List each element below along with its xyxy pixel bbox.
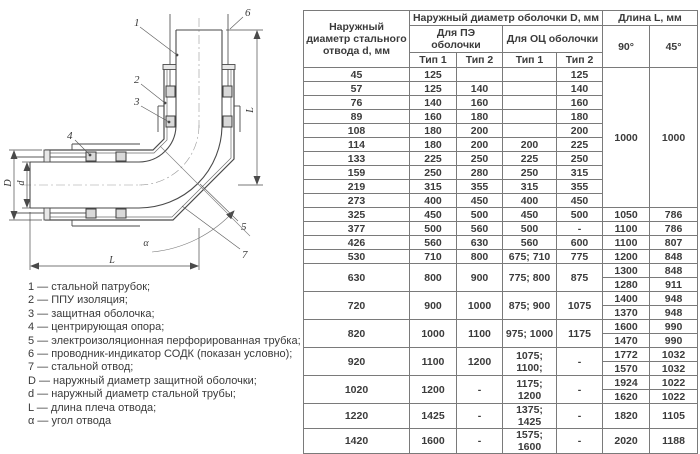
dim-label-d: d — [16, 180, 27, 186]
table-row — [304, 320, 698, 334]
cell-oc-type2: 1075 — [557, 292, 603, 320]
cell-steel-d: 820 — [304, 320, 410, 348]
cell-pe-type2: 200 — [457, 138, 503, 152]
cell-steel-d: 108 — [304, 124, 410, 138]
dim-label-L-right: L — [245, 107, 256, 113]
callout-4: 4 — [67, 130, 73, 142]
cell-length-45: 1022 — [650, 390, 698, 404]
cell-length-90: 1100 — [603, 236, 650, 250]
cell-oc-type2: - — [557, 404, 603, 429]
cell-oc-type2: 1175 — [557, 320, 603, 348]
cell-pe-type2: 250 — [457, 152, 503, 166]
cell-length-45: 848 — [650, 250, 698, 264]
table-row — [304, 222, 698, 236]
cell-pe-type1: 250 — [410, 166, 457, 180]
cell-oc-type1: 400 — [503, 194, 557, 208]
cell-length-45: 1022 — [650, 376, 698, 390]
header-casing-diameter-group: Наружный диаметр оболочки D, мм — [410, 11, 603, 26]
cell-pe-type2: 900 — [457, 264, 503, 292]
cell-oc-type2: 250 — [557, 152, 603, 166]
cell-length-45: 1188 — [650, 429, 698, 454]
casing-end-caps — [44, 65, 235, 221]
cell-length-90: 1772 — [603, 348, 650, 362]
cell-pe-type1: 140 — [410, 96, 457, 110]
cell-pe-type2: 160 — [457, 96, 503, 110]
table-header — [304, 11, 698, 68]
header-length-group: Длина L, мм — [603, 11, 698, 26]
cell-oc-type1: 1175; 1200 — [503, 376, 557, 404]
casing-inner-wall — [45, 68, 231, 217]
cell-oc-type2: - — [557, 222, 603, 236]
cell-length-90: 1820 — [603, 404, 650, 429]
cell-pe-type1: 1425 — [410, 404, 457, 429]
dimensions-table — [303, 10, 698, 454]
cell-steel-d: 530 — [304, 250, 410, 264]
cell-pe-type2: - — [457, 429, 503, 454]
legend-item: L — длина плеча отвода; — [28, 401, 157, 414]
cell-pe-type1: 1000 — [410, 320, 457, 348]
cell-pe-type2: 450 — [457, 194, 503, 208]
cell-pe-type2: 560 — [457, 222, 503, 236]
cell-pe-type2: 200 — [457, 124, 503, 138]
cell-oc-type1: 250 — [503, 166, 557, 180]
cell-oc-type1: 560 — [503, 236, 557, 250]
table-row — [304, 404, 698, 429]
cell-pe-type2: 1100 — [457, 320, 503, 348]
legend-item: 7 — стальной отвод; — [28, 361, 134, 374]
cell-length-90: 1470 — [603, 334, 650, 348]
cell-oc-type1: 200 — [503, 138, 557, 152]
legend-item: d — наружный диаметр стальной трубы; — [28, 388, 236, 401]
elbow-technical-drawing — [0, 0, 302, 278]
legend-item: 3 — защитная оболочка; — [28, 307, 155, 320]
header-45deg: 45° — [650, 26, 698, 68]
header-oc-casing: Для ОЦ оболочки — [503, 26, 603, 53]
cell-steel-d: 920 — [304, 348, 410, 376]
cell-oc-type1: 315 — [503, 180, 557, 194]
cell-pe-type1: 125 — [410, 68, 457, 82]
cell-pe-type1: 900 — [410, 292, 457, 320]
cell-pe-type1: 560 — [410, 236, 457, 250]
legend-item: α — угол отвода — [28, 415, 112, 428]
cell-pe-type2: 800 — [457, 250, 503, 264]
cell-steel-d: 45 — [304, 68, 410, 82]
cell-pe-type1: 1200 — [410, 376, 457, 404]
dim-label-alpha: α — [143, 238, 149, 249]
table-row — [304, 376, 698, 390]
cell-length-45: 786 — [650, 208, 698, 222]
cell-pe-type2: 630 — [457, 236, 503, 250]
left-pane — [0, 0, 302, 432]
cell-oc-type1: 775; 800 — [503, 264, 557, 292]
cell-steel-d: 1420 — [304, 429, 410, 454]
cell-oc-type1: 675; 710 — [503, 250, 557, 264]
cell-length-90: 1570 — [603, 362, 650, 376]
cell-length-90: 1100 — [603, 222, 650, 236]
cell-pe-type2: 140 — [457, 82, 503, 96]
cell-oc-type2: 140 — [557, 82, 603, 96]
cell-length-90: 1280 — [603, 278, 650, 292]
header-oc-type2: Тип 2 — [557, 53, 603, 68]
cell-oc-type2: 875 — [557, 264, 603, 292]
legend-item: 2 — ППУ изоляция; — [28, 294, 128, 307]
table-row — [304, 348, 698, 362]
header-oc-type1: Тип 1 — [503, 53, 557, 68]
cell-length-90: 1200 — [603, 250, 650, 264]
cell-length-90: 1050 — [603, 208, 650, 222]
cell-oc-type1 — [503, 96, 557, 110]
cell-length-45: 990 — [650, 320, 698, 334]
cell-steel-d: 1220 — [304, 404, 410, 429]
cell-pe-type2: 500 — [457, 208, 503, 222]
cell-steel-d: 114 — [304, 138, 410, 152]
cell-pe-type2: - — [457, 376, 503, 404]
cell-pe-type2: 1000 — [457, 292, 503, 320]
callout-7: 7 — [242, 249, 248, 261]
cell-oc-type1 — [503, 68, 557, 82]
legend-item: 4 — центрирующая опора; — [28, 321, 165, 334]
sodk-wires — [16, 14, 228, 213]
legend-item: 5 — электроизоляционная перфорированная трубка; — [28, 334, 301, 347]
header-pe-type1: Тип 1 — [410, 53, 457, 68]
dim-label-L-bottom: L — [109, 255, 115, 266]
cell-length-90: 1400 — [603, 292, 650, 306]
cell-pe-type1: 400 — [410, 194, 457, 208]
cell-length-90: 1620 — [603, 390, 650, 404]
cell-pe-type1: 180 — [410, 124, 457, 138]
table-row — [304, 292, 698, 306]
cell-length-45: 911 — [650, 278, 698, 292]
cell-pe-type2 — [457, 68, 503, 82]
cell-length-45: 848 — [650, 264, 698, 278]
legend-item: 1 — стальной патрубок; — [28, 281, 151, 293]
legend-item: D — наружный диаметр защитной оболочки; — [28, 374, 257, 387]
cell-steel-d: 219 — [304, 180, 410, 194]
callout-leaders — [75, 17, 243, 249]
cell-oc-type2: 315 — [557, 166, 603, 180]
cell-oc-type2: - — [557, 376, 603, 404]
cell-oc-type2: 775 — [557, 250, 603, 264]
cell-length-45: 990 — [650, 334, 698, 348]
cell-oc-type2: 225 — [557, 138, 603, 152]
cell-pe-type2: 1200 — [457, 348, 503, 376]
cell-length-90: 1600 — [603, 320, 650, 334]
table-body — [304, 68, 698, 454]
cell-oc-type2: 200 — [557, 124, 603, 138]
cell-oc-type2: 500 — [557, 208, 603, 222]
cell-length-45: 1032 — [650, 348, 698, 362]
table-row — [304, 429, 698, 454]
cell-length-45: 786 — [650, 222, 698, 236]
cell-pe-type1: 450 — [410, 208, 457, 222]
cell-steel-d: 76 — [304, 96, 410, 110]
header-90deg: 90° — [603, 26, 650, 68]
cell-pe-type1: 800 — [410, 264, 457, 292]
cell-steel-d: 426 — [304, 236, 410, 250]
table-row — [304, 264, 698, 278]
table-row — [304, 250, 698, 264]
cell-length-90: 1370 — [603, 306, 650, 320]
cell-length-45: 948 — [650, 292, 698, 306]
cell-pe-type1: 160 — [410, 110, 457, 124]
cell-length-45: 948 — [650, 306, 698, 320]
cell-oc-type1: 1375; 1425 — [503, 404, 557, 429]
cell-pe-type1: 125 — [410, 82, 457, 96]
table-row — [304, 236, 698, 250]
cell-pe-type2: 355 — [457, 180, 503, 194]
cell-length-90: 1000 — [603, 68, 650, 208]
angle-alpha — [152, 146, 250, 252]
cell-steel-d: 630 — [304, 264, 410, 292]
cell-length-90: 2020 — [603, 429, 650, 454]
cell-oc-type1 — [503, 110, 557, 124]
cell-oc-type1: 500 — [503, 222, 557, 236]
header-pe-type2: Тип 2 — [457, 53, 503, 68]
legend-list — [28, 281, 302, 428]
cell-oc-type1: 225 — [503, 152, 557, 166]
cell-pe-type1: 710 — [410, 250, 457, 264]
cell-steel-d: 273 — [304, 194, 410, 208]
cell-oc-type1: 875; 900 — [503, 292, 557, 320]
cell-oc-type1: 1075; 1100; — [503, 348, 557, 376]
cell-oc-type2: 125 — [557, 68, 603, 82]
cell-oc-type2: - — [557, 429, 603, 454]
cell-oc-type2: 180 — [557, 110, 603, 124]
header-pe-casing: Для ПЭ оболочки — [410, 26, 503, 53]
cell-oc-type2: 600 — [557, 236, 603, 250]
cell-steel-d: 1020 — [304, 376, 410, 404]
cell-oc-type1: 1575; 1600 — [503, 429, 557, 454]
cell-oc-type1: 450 — [503, 208, 557, 222]
steel-pipe — [30, 30, 222, 208]
cell-length-45: 1000 — [650, 68, 698, 208]
cell-oc-type1 — [503, 82, 557, 96]
dim-label-D: D — [3, 179, 14, 187]
cell-pe-type1: 180 — [410, 138, 457, 152]
cell-oc-type1: 975; 1000 — [503, 320, 557, 348]
table-row — [304, 208, 698, 222]
cell-steel-d: 57 — [304, 82, 410, 96]
callout-5: 5 — [241, 221, 247, 233]
cell-length-90: 1924 — [603, 376, 650, 390]
cell-oc-type2: - — [557, 348, 603, 376]
cell-length-45: 1032 — [650, 362, 698, 376]
cell-pe-type2: 280 — [457, 166, 503, 180]
cell-length-45: 1105 — [650, 404, 698, 429]
cell-pe-type1: 500 — [410, 222, 457, 236]
cell-length-45: 807 — [650, 236, 698, 250]
table-row — [304, 68, 698, 82]
cell-steel-d: 325 — [304, 208, 410, 222]
cell-length-90: 1300 — [603, 264, 650, 278]
cell-oc-type2: 160 — [557, 96, 603, 110]
cell-oc-type2: 450 — [557, 194, 603, 208]
cell-pe-type1: 1600 — [410, 429, 457, 454]
cell-steel-d: 89 — [304, 110, 410, 124]
callout-6: 6 — [245, 7, 251, 19]
cell-pe-type2: 180 — [457, 110, 503, 124]
legend-item: 6 — проводник-индикатор СОДК (показан условно); — [28, 348, 293, 361]
cell-steel-d: 377 — [304, 222, 410, 236]
cell-steel-d: 720 — [304, 292, 410, 320]
cell-pe-type1: 315 — [410, 180, 457, 194]
cell-pe-type1: 1100 — [410, 348, 457, 376]
callout-3: 3 — [134, 96, 140, 108]
cell-oc-type1 — [503, 124, 557, 138]
callout-2: 2 — [134, 74, 140, 86]
cell-pe-type1: 225 — [410, 152, 457, 166]
right-pane — [303, 10, 697, 453]
callout-1: 1 — [134, 17, 140, 29]
cell-steel-d: 133 — [304, 152, 410, 166]
cell-steel-d: 159 — [304, 166, 410, 180]
cell-pe-type2: - — [457, 404, 503, 429]
cell-oc-type2: 355 — [557, 180, 603, 194]
header-steel-diameter: Наружный диаметр стального отвода d, мм — [304, 11, 410, 68]
